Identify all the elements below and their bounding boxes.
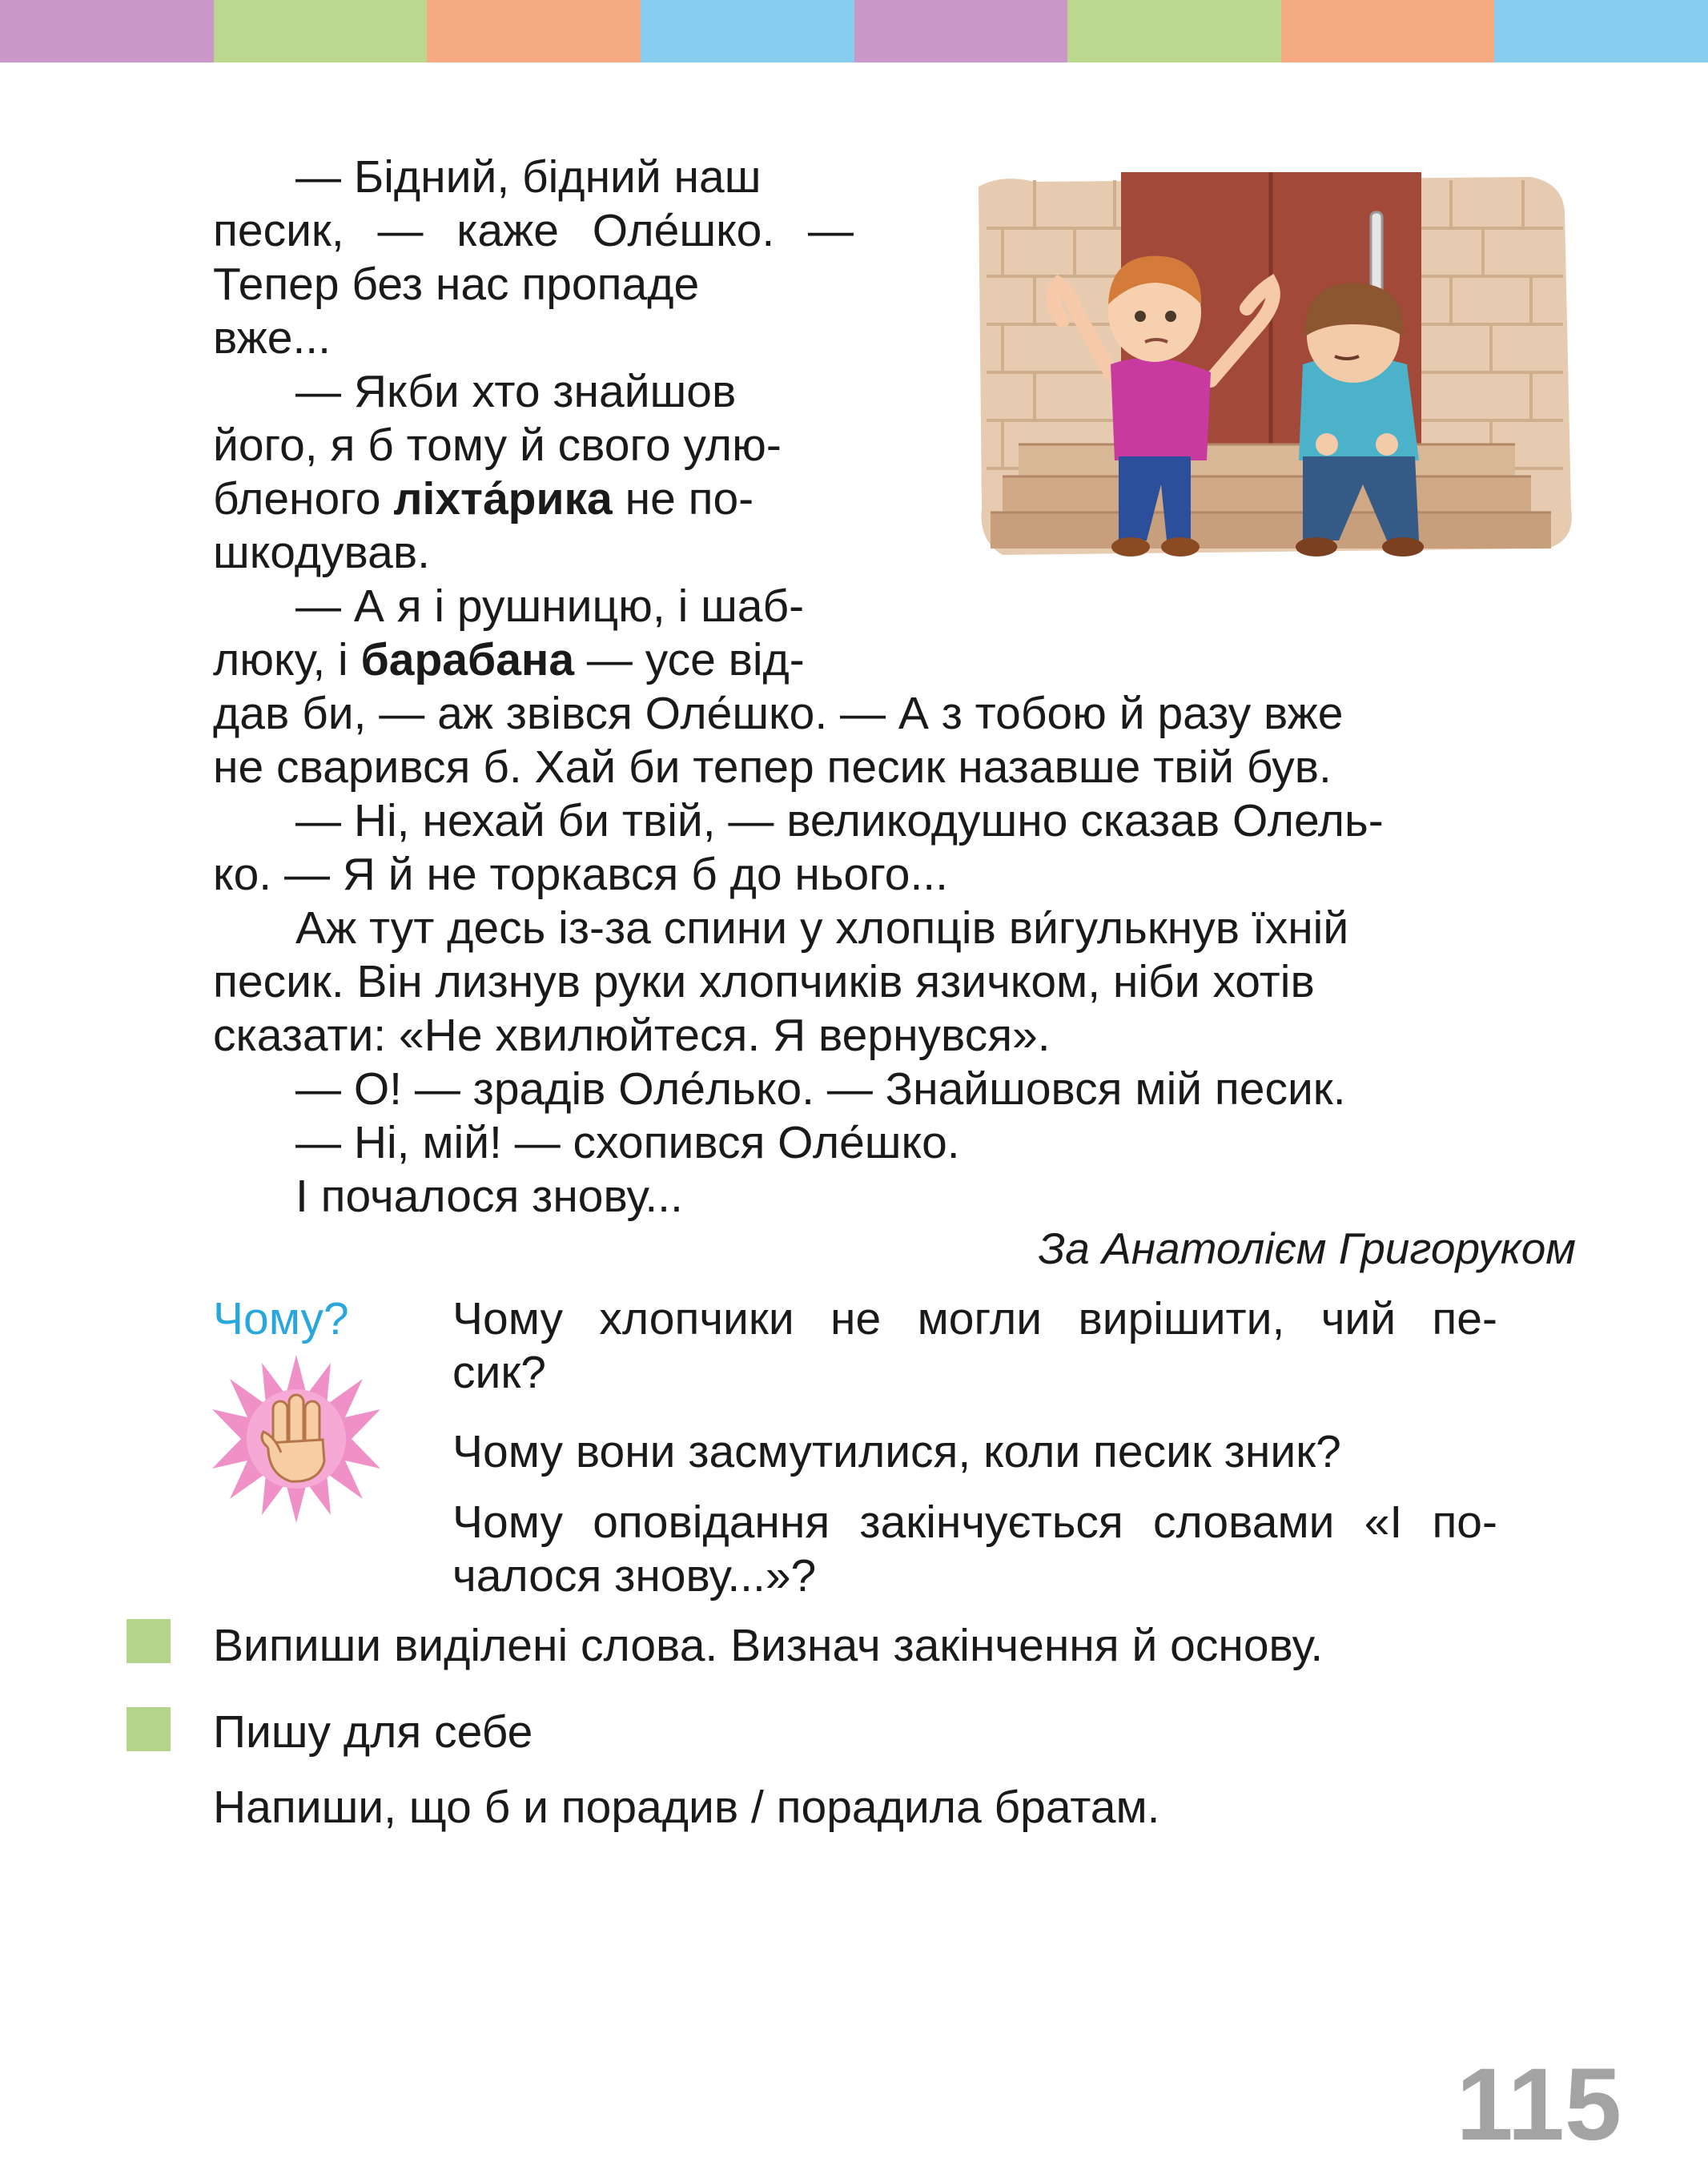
stripe-purple (854, 0, 1068, 62)
story-line: — О! — зрадів Оле́лько. — Знайшовся мій песик. (295, 1063, 1346, 1115)
question-2: Чому вони засмутилися, коли песик зник? (452, 1426, 1341, 1477)
story-line: — Ні, нехай би твій, — великодушно сказав Олель- (295, 795, 1384, 846)
task-marker (127, 1619, 171, 1663)
story-line: І почалося знову... (295, 1171, 683, 1222)
stripe-green (1067, 0, 1281, 62)
stripe-blue (641, 0, 854, 62)
boys-on-steps-illustration (971, 164, 1576, 593)
question-3: Чому оповідання закінчується словами «І по- чалося знову...»? (452, 1497, 1497, 1601)
story-attribution: За Анатолієм Григоруком (1038, 1224, 1576, 1273)
stripe-green (214, 0, 428, 62)
highlighted-word: ліхта́рика (393, 473, 613, 524)
story-line: сказати: «Не хвилюйтеся. Я вернувся». (213, 1010, 1051, 1061)
story-line: ко. — Я й не торкався б до нього... (213, 849, 948, 900)
story-line: його, я б тому й свого улю- (213, 420, 782, 471)
task-marker (127, 1707, 171, 1751)
question-1: Чому хлопчики не могли вирішити, чий пе- сик? (452, 1293, 1497, 1398)
task-2-title: Пишу для себе (213, 1706, 533, 1758)
story-line: бленого ліхта́рика не по- (213, 473, 754, 524)
stripe-orange (1281, 0, 1495, 62)
page-number: 115 (1456, 2047, 1622, 2162)
story-line: — А я і рушницю, і шаб- (295, 581, 805, 632)
why-heading: Чому? (213, 1293, 349, 1344)
task-2-text: Напиши, що б и порадив / порадила братам. (213, 1782, 1160, 1833)
color-stripe-header (0, 0, 1708, 62)
story-line: дав би, — аж звівся Оле́шко. — А з тобою й разу вже (213, 688, 1344, 739)
three-fingers-hand-icon (211, 1353, 383, 1525)
story-line: — Ні, мій! — схопився Оле́шко. (295, 1117, 960, 1168)
story-line: — Бідний, бідний наш (295, 151, 762, 203)
highlighted-word: барабана (360, 634, 575, 685)
story-line: шкодував. (213, 527, 430, 578)
stripe-orange (427, 0, 641, 62)
stripe-purple (0, 0, 214, 62)
story-line: песик. Він лизнув руки хлопчиків язичком, ніби хотів (213, 956, 1315, 1007)
story-line: песик, — каже Оле́шко. — (213, 205, 854, 256)
story-line: люку, і барабана — усе від- (213, 634, 805, 685)
task-1: Випиши виділені слова. Визнач закінчення й основу. (213, 1620, 1324, 1671)
story-line: вже... (213, 312, 331, 364)
stripe-blue (1494, 0, 1708, 62)
story-line: Аж тут десь із-за спини у хлопців ви́гулькнув їхній (295, 902, 1349, 954)
story-line: — Якби хто знайшов (295, 366, 737, 417)
story-line: не сварився б. Хай би тепер песик назавше твій був. (213, 741, 1332, 793)
story-line: Тепер без нас пропаде (213, 259, 700, 310)
